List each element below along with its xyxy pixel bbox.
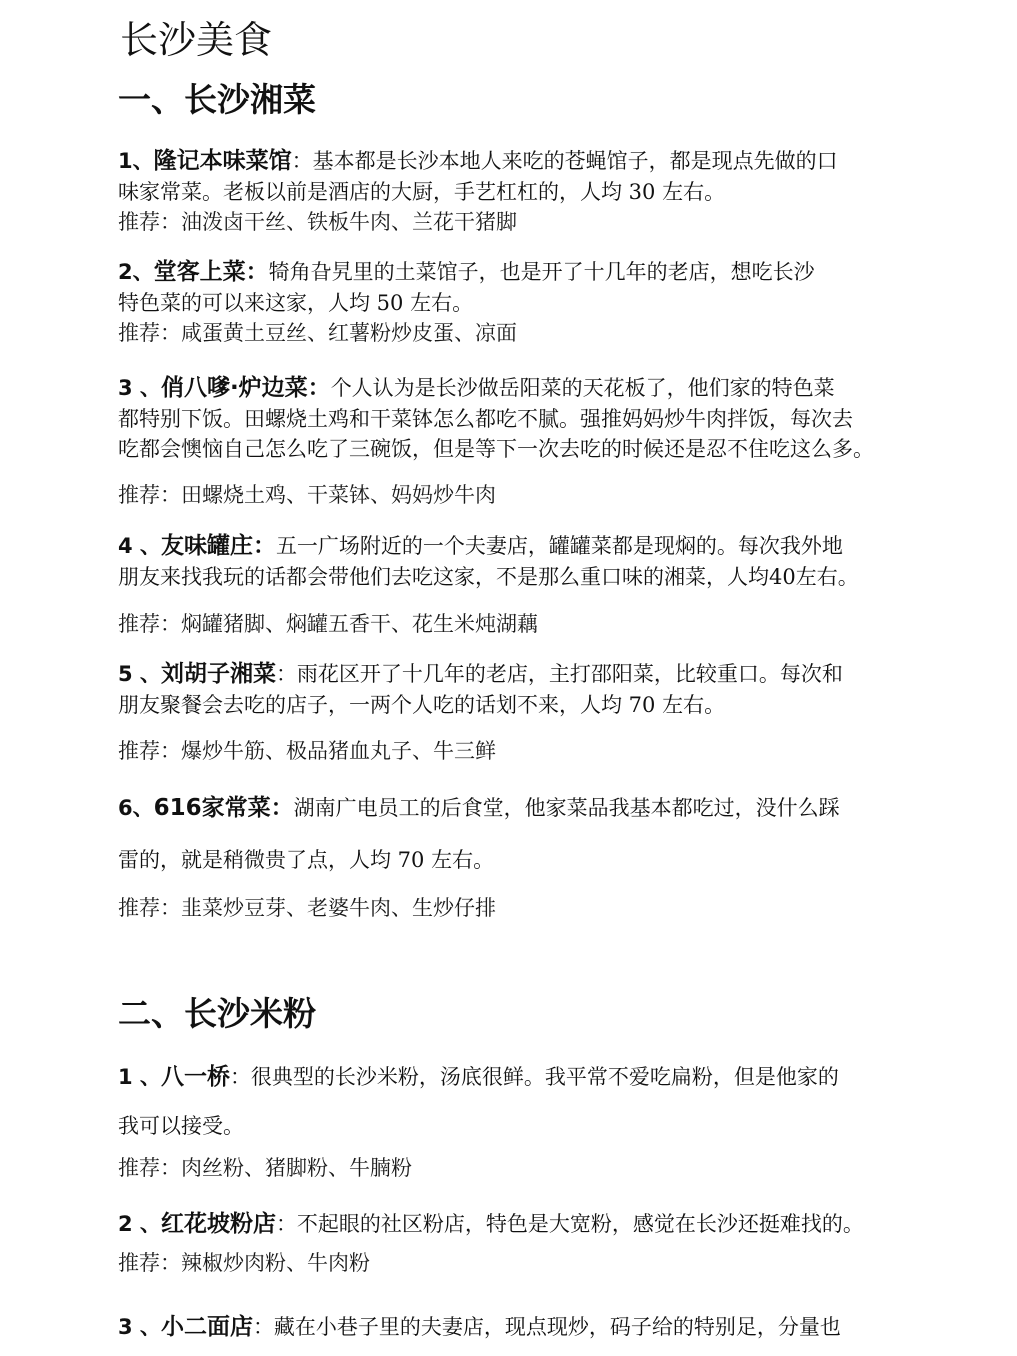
restaurant-name: 隆记本味菜馆: [153, 148, 292, 174]
item-text-line: 雷的，就是稍微贵了点，人均 70 左右。: [118, 848, 495, 872]
item-text-line: 吃都会懊恼自己怎么吃了三碗饭，但是等下一次去吃的时候还是忍不住吃这么多。: [118, 437, 874, 461]
item-number: 2、: [118, 260, 154, 284]
item-description: ：藏在小巷子里的夫妻店，现点现炒，码子给的特别足，分量也: [252, 1315, 841, 1339]
item-description: 犄角旮旯里的土菜馆子，也是开了十几年的老店，想吃长沙: [268, 260, 815, 284]
item-number: 6、: [118, 796, 154, 820]
item-text-line: 特色菜的可以来这家，人均 50 左右。: [118, 291, 474, 315]
section-heading-rice-noodles: 二、长沙米粉: [118, 994, 316, 1033]
item-text-line: 朋友来找我玩的话都会带他们去吃这家，不是那么重口味的湘菜，人均40左右。: [118, 565, 859, 589]
item-description: ：很典型的长沙米粉，汤底很鲜。我平常不爱吃扁粉，但是他家的: [229, 1065, 839, 1089]
item-text-line: [118, 531, 928, 561]
item-text-line: [118, 1062, 928, 1092]
item-text-line: [118, 257, 928, 287]
restaurant-name: 刘胡子湘菜: [160, 661, 276, 687]
item-text-line: 味家常菜。老板以前是酒店的大厨，手艺杠杠的，人均 30 左右。: [118, 180, 726, 204]
restaurant-name: 友味罐庄：: [160, 533, 276, 559]
restaurant-name: 堂客上菜：: [153, 259, 269, 285]
item-description: 个人认为是长沙做岳阳菜的天花板了，他们家的特色菜: [330, 376, 835, 400]
item-text-line: 都特别下饭。田螺烧土鸡和干菜钵怎么都吃不腻。强推妈妈炒牛肉拌饭，每次去: [118, 407, 853, 431]
item-text-line: [118, 793, 928, 823]
recommendation: 推荐：韭菜炒豆芽、老婆牛肉、生炒仔排: [118, 896, 496, 920]
recommendation: 推荐：辣椒炒肉粉、牛肉粉: [118, 1251, 370, 1275]
item-text-line: [118, 373, 928, 403]
restaurant-name: 八一桥: [160, 1064, 230, 1090]
page-title: 长沙美食: [120, 18, 273, 62]
item-text-line: 朋友聚餐会去吃的店子，一两个人吃的话划不来，人均 70 左右。: [118, 693, 726, 717]
item-description: ：雨花区开了十几年的老店，主打邵阳菜，比较重口。每次和: [275, 662, 843, 686]
restaurant-name: 俏八嗲·炉边菜：: [160, 375, 331, 401]
recommendation: 推荐：爆炒牛筋、极品猪血丸子、牛三鲜: [118, 739, 496, 763]
item-number: 3 、: [118, 1315, 161, 1339]
item-text-line: [118, 1312, 928, 1342]
item-text-line: [118, 1209, 928, 1239]
item-number: 1 、: [118, 1065, 161, 1089]
item-number: 3 、: [118, 376, 161, 400]
item-description: ：不起眼的社区粉店，特色是大宽粉，感觉在长沙还挺难找的。: [275, 1212, 864, 1236]
restaurant-name: 616家常菜：: [153, 795, 294, 821]
item-text-line: 我可以接受。: [118, 1114, 244, 1138]
restaurant-name: 小二面店: [160, 1314, 253, 1340]
item-text-line: [118, 146, 928, 176]
recommendation: 推荐：咸蛋黄土豆丝、红薯粉炒皮蛋、凉面: [118, 321, 517, 345]
section-heading-xiang-cuisine: 一、长沙湘菜: [118, 80, 316, 119]
item-number: 5 、: [118, 662, 161, 686]
item-description: 湖南广电员工的后食堂，他家菜品我基本都吃过，没什么踩: [293, 796, 840, 820]
item-number: 4 、: [118, 534, 161, 558]
recommendation: 推荐：肉丝粉、猪脚粉、牛腩粉: [118, 1156, 412, 1180]
restaurant-name: 红花坡粉店: [160, 1211, 276, 1237]
item-number: 1、: [118, 149, 154, 173]
item-text-line: [118, 659, 928, 689]
item-description: ：基本都是长沙本地人来吃的苍蝇馆子，都是现点先做的口: [291, 149, 838, 173]
recommendation: 推荐：焖罐猪脚、焖罐五香干、花生米炖湖藕: [118, 612, 538, 636]
recommendation: 推荐：油泼卤干丝、铁板牛肉、兰花干猪脚: [118, 210, 517, 234]
item-description: 五一广场附近的一个夫妻店，罐罐菜都是现焖的。每次我外地: [275, 534, 843, 558]
item-number: 2 、: [118, 1212, 161, 1236]
recommendation: 推荐：田螺烧土鸡、干菜钵、妈妈炒牛肉: [118, 483, 496, 507]
